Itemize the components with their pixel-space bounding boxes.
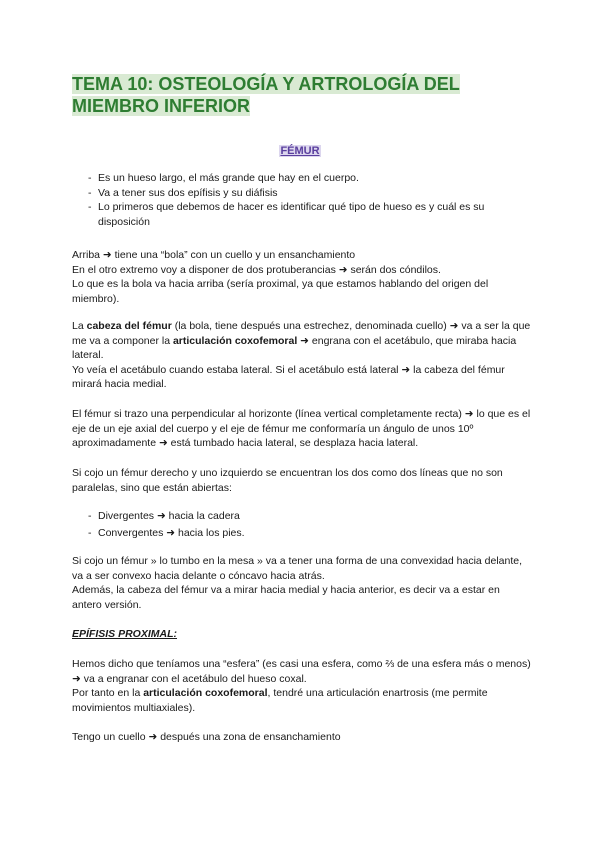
text-run: La	[72, 320, 87, 332]
paragraph-text: Tengo un cuello ➜ después una zona de ensanchamiento	[72, 731, 341, 743]
list-item: - Va a tener sus dos epífisis y su diáfisis	[72, 186, 532, 201]
paragraph-text: Si cojo un fémur derecho y uno izquierdo se encuentran los dos como dos líneas que no son paralelas, sino que están abiertas:	[72, 467, 503, 494]
paragraph-line: Si cojo un fémur » lo tumbo en la mesa » va a tener una forma de una convexidad hacia delante, va a ser convexo hacia delante o cóncavo hacia atrás.	[72, 555, 523, 582]
subheading: EPÍFISIS PROXIMAL:	[72, 628, 178, 640]
list-item: - Lo primeros que debemos de hacer es identificar qué tipo de hueso es y cuál es su disposición	[72, 200, 532, 229]
subheading-block	[72, 627, 532, 642]
text-run: ➜ engrana con el acetábulo, que miraba hacia lateral.	[72, 334, 517, 362]
paragraph-7	[72, 730, 532, 745]
text-run: (la bola, tiene después una estrechez, denominada cuello) ➜ va a ser la que me va a componer la	[72, 320, 531, 347]
title-line-1: TEMA 10: OSTEOLOGÍA Y ARTROLOGÍA DEL	[72, 74, 460, 94]
title-line-2: MIEMBRO INFERIOR	[72, 96, 250, 116]
page-title	[72, 73, 532, 117]
list-item: - Convergentes ➜ hacia los pies.	[72, 526, 532, 541]
paragraph-text: El fémur si trazo una perpendicular al horizonte (línea vertical completamente recta) ➜ lo que es el eje de un eje axial del cuerpo y el eje de fémur me conformaría un ángulo de unos 10º aproximadamente ➜ está tumbado hacia lateral, se desplaza hacia lateral.	[72, 408, 531, 450]
section-heading	[0, 145, 600, 157]
paragraph-6	[72, 657, 532, 715]
paragraph-line: Arriba ➜ tiene una “bola” con un cuello y un ensanchamiento	[72, 249, 356, 261]
text-run: Por tanto en la	[72, 687, 144, 700]
intro-list-block	[72, 171, 532, 229]
paragraph-5	[72, 554, 532, 612]
bold-term: articulación coxofemoral	[172, 334, 298, 347]
paragraph-line: Yo veía el acetábulo cuando estaba lateral. Si el acetábulo está lateral ➜ la cabeza del fémur mirará hacia medial.	[72, 363, 505, 391]
paragraph-line: En el otro extremo voy a disponer de dos protuberancias ➜ serán dos cóndilos.	[72, 263, 441, 276]
list-item: - Es un hueso largo, el más grande que hay en el cuerpo.	[72, 171, 532, 186]
bold-term: articulación coxofemoral	[143, 687, 268, 700]
paragraph-1	[72, 248, 532, 306]
intro-list	[72, 171, 532, 229]
paragraph-line	[72, 686, 532, 715]
list-item: - Divergentes ➜ hacia la cadera	[72, 509, 532, 526]
paragraph-line: Además, la cabeza del fémur va a mirar hacia medial y hacia anterior, es decir va a estar en antero versión.	[72, 584, 500, 611]
section-heading-text: FÉMUR	[280, 145, 320, 157]
paragraph-line	[72, 319, 532, 363]
text-run: , tendré una articulación enartrosis (me permite movimientos multiaxiales).	[72, 687, 488, 714]
bold-term: cabeza del fémur	[86, 320, 172, 332]
paragraph-4	[72, 466, 532, 495]
paragraph-line: Lo que es la bola va hacia arriba (sería proximal, ya que estamos hablando del origen del miembro).	[72, 278, 489, 305]
paragraph-2	[72, 319, 532, 392]
paragraph-line: Hemos dicho que teníamos una “esfera” (es casi una esfera, como ⅔ de una esfera más o menos) ➜ va a engranar con el acetábulo del hueso coxal.	[72, 658, 531, 685]
direction-list	[72, 509, 532, 540]
list-2-block	[72, 509, 532, 540]
paragraph-3	[72, 407, 532, 451]
